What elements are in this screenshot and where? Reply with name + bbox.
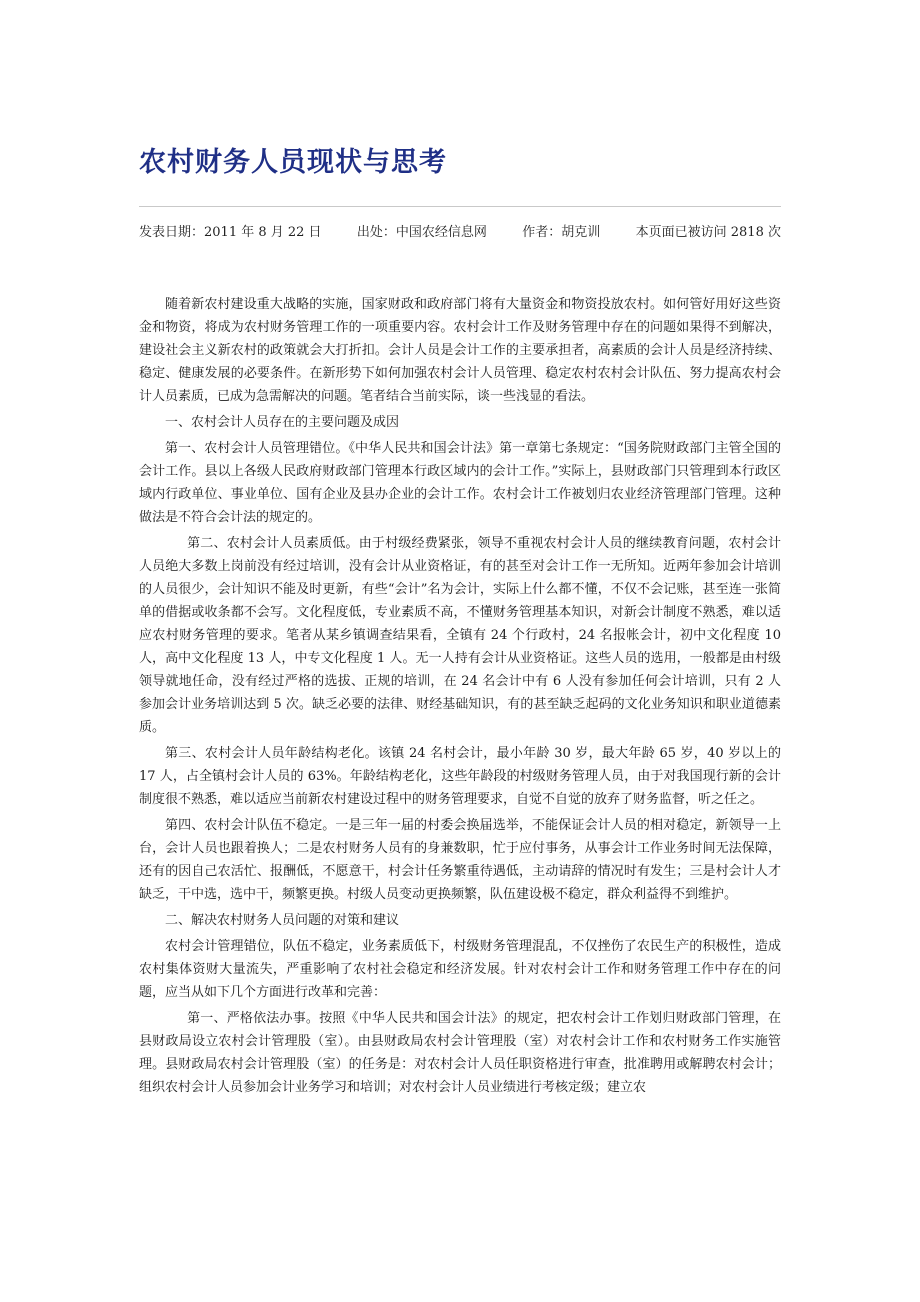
- paragraph-point-1: 第一、农村会计人员管理错位。《中华人民共和国会计法》第一章第七条规定：“国务院财政部门主管全国的会计工作。县以上各级人民政府财政部门管理本行政区域内的会计工作。”实际上，县财政部门只管理到本行政区域内行政单位、事业单位、国有企业及县办企业的会计工作。农村会计工作被划归农业经济管理部门管理。这种做法是不符合会计法的规定的。: [139, 441, 781, 525]
- title-divider: [139, 206, 781, 207]
- paragraph-point-4: 第四、农村会计队伍不稳定。一是三年一届的村委会换届选举，不能保证会计人员的相对稳定，新领导一上台，会计人员也跟着换人；二是农村财务人员有的身兼数职，忙于应付事务，从事会计工作业务时间无法保障，还有的因自己农活忙、报酬低，不愿意干，村会计任务繁重待遇低，主动请辞的情况时有发生；三是村会计人才缺乏，干中选，选中干，频繁更换。村级人员变动更换频繁，队伍建设极不稳定，群众利益得不到维护。: [139, 818, 781, 902]
- article-body: [139, 293, 781, 1102]
- paragraph-intro: 随着新农村建设重大战略的实施，国家财政和政府部门将有大量资金和物资投放农村。如何管好用好这些资金和物资，将成为农村财务管理工作的一项重要内容。农村会计工作及财务管理中存在的问题如果得不到解决，建设社会主义新农村的政策就会大打折扣。会计人员是会计工作的主要承担者，高素质的会计人员是经济持续、稳定、健康发展的必要条件。在新形势下如何加强农村会计人员管理、稳定农村农村会计队伍、努力提高农村会计人员素质，已成为急需解决的问题。笔者结合当前实际，谈一些浅显的看法。: [139, 297, 781, 404]
- section-heading-1: 一、农村会计人员存在的主要问题及成因: [165, 415, 400, 430]
- paragraph-solution-1: 第一、严格依法办事。按照《中华人民共和国会计法》的规定，把农村会计工作划归财政部门管理，在县财政局设立农村会计管理股（室）。由县财政局农村会计管理股（室）对农村会计工作和农村财务工作实施管理。县财政局农村会计管理股（室）的任务是：对农村会计人员任职资格进行审查，批准聘用或解聘农村会计；组织农村会计人员参加会计业务学习和培训；对农村会计人员业绩进行考核定级；建立农: [139, 1011, 781, 1095]
- source: 出处：中国农经信息网: [356, 225, 487, 240]
- article-meta: [139, 221, 781, 240]
- author: 作者：胡克训: [522, 225, 601, 240]
- paragraph-solutions-intro: 农村会计管理错位，队伍不稳定，业务素质低下，村级财务管理混乱，不仅挫伤了农民生产的积极性，造成农村集体资财大量流失，严重影响了农村社会稳定和经济发展。针对农村会计工作和财务管理工作中存在的问题，应当从如下几个方面进行改革和完善：: [139, 939, 781, 1000]
- paragraph-point-3: 第三、农村会计人员年龄结构老化。该镇 24 名村会计，最小年龄 30 岁，最大年龄 65 岁，40 岁以上的 17 人，占全镇村会计人员的 63%。年龄结构老化，这些年龄段的村级财务管理人员，由于对我国现行新的会计制度很不熟悉，难以适应当前新农村建设过程中的财务管理要求，自觉不自觉的放弃了财务监督，听之任之。: [139, 746, 781, 807]
- publish-date: 发表日期：2011 年 8 月 22 日: [139, 225, 322, 240]
- page-title: 农村财务人员现状与思考: [139, 147, 447, 178]
- paragraph-point-2: 第二、农村会计人员素质低。由于村级经费紧张，领导不重视农村会计人员的继续教育问题，农村会计人员绝大多数上岗前没有经过培训，没有会计从业资格证，有的甚至对会计工作一无所知。近两年参加会计培训的人员很少，会计知识不能及时更新，有些“会计”名为会计，实际上什么都不懂，不仅不会记账，甚至连一张简单的借据或收条都不会写。文化程度低，专业素质不高，不懂财务管理基本知识，对新会计制度不熟悉，难以适应农村财务管理的要求。笔者从某乡镇调查结果看，全镇有 24 个行政村，24 名报帐会计，初中文化程度 10 人，高中文化程度 13 人，中专文化程度 1 人。无一人持有会计从业资格证。这些人员的选用，一般都是由村级领导就地任命，没有经过严格的选拔、正规的培训，在 24 名会计中有 6 人没有参加任何会计培训，只有 2 人参加会计业务培训达到 5 次。缺乏必要的法律、财经基础知识，有的甚至缺乏起码的文化业务知识和职业道德素质。: [139, 536, 781, 735]
- visit-count: 本页面已被访问 2818 次: [635, 225, 781, 240]
- section-heading-2: 二、解决农村财务人员问题的对策和建议: [165, 913, 400, 928]
